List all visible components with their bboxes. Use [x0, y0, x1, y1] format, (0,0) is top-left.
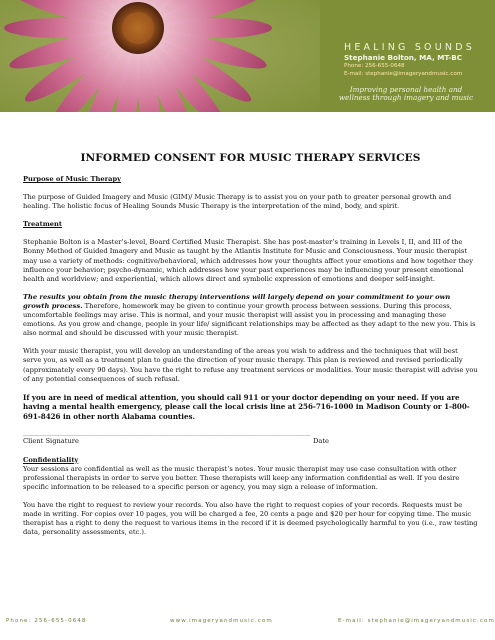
- date-label: Date: [313, 437, 329, 446]
- client-signature-label: Client Signature: [23, 437, 79, 446]
- purpose-paragraph: The purpose of Guided Imagery and Music (GIM)/ Music Therapy is to assist you on your path to greater personal growth and healing. The holistic focus of Healing Sounds Music Therapy is the interpretation of the mind, body, and spirit.: [23, 193, 452, 211]
- confidentiality-paragraph: Your sessions are confidential as well as the music therapist’s notes. Your music therapist may use case consultation with other professional therapists in order to serve you better. These therapists will keep any information confidential as well. If you desire specific information to be released to a specific person or agency, you may sign a release of information.: [23, 464, 460, 491]
- results-text: Therefore, homework may be given to continue your growth process between sessions. During this process, uncomfortable feelings may arise. This is normal, and your music therapist will assist you in processing and managing these emotions. As you grow and change, people in your life/ significant relationships may be affected as they adapt to the new you. This is also normal and should be discussed with your music therapist.: [23, 301, 476, 338]
- tagline: Improving personal health and wellness through imagery and music: [338, 85, 474, 103]
- results-paragraph: [23, 293, 478, 338]
- treatment-heading: Treatment: [23, 220, 62, 229]
- signature-labels: [23, 437, 478, 446]
- flower-image: [0, 0, 320, 112]
- brand-block: [344, 42, 494, 78]
- document-title: INFORMED CONSENT FOR MUSIC THERAPY SERVICES: [80, 152, 421, 164]
- signature-line[interactable]: ____________________________________________________________________________________________: [23, 430, 311, 437]
- treatment-paragraph: Stephanie Bolton is a Master’s-level, Board Certified Music Therapist. She has post-master’s training in Levels I, II, and III of the Bonny Method of Guided Imagery and Music as taught by the Atlantis Institute for Music and Consciousness. Your music therapist may use a variety of methods: cognitive/behavioral, which addresses how your thoughts affect your emotions and how together they influence your behavior; psycho-dynamic, which addresses how your past experiences may be influencing your present emotional health and worldview; and experiential, which allows direct and symbolic expression of emotions and deeper self-insight.: [23, 238, 473, 283]
- purpose-heading: Purpose of Music Therapy: [23, 175, 122, 183]
- footer-phone: Phone: 256-655-0648: [6, 618, 87, 624]
- results-emphasis: The results you obtain from the music therapy interventions will largely depend on your commitment to your own growth process.: [23, 292, 451, 310]
- footer-website[interactable]: www.imageryandmusic.com: [170, 618, 273, 624]
- footer-email[interactable]: E-mail: stephanie@imageryandmusic.com: [338, 618, 495, 624]
- header-phone: Phone: 256-655-0648: [344, 63, 405, 69]
- letterhead-banner: [0, 0, 495, 112]
- treatment-plan-paragraph: With your music therapist, you will develop an understanding of the areas you wish to address and the techniques that will best serve you, as well as a treatment plan to guide the direction of your music therapy. This plan is reviewed and revised periodically (approximately every 90 days). You have the right to refuse any treatment services or modalities. Your music therapist will advise you of any potential consequences of such refusal.: [23, 347, 478, 383]
- emergency-notice: If you are in need of medical attention, you should call 911 or your doctor depending on your need. If you are having a mental health emergency, please call the local crisis line at 256-716-1000 in Madison County or 1-800-691-8426 in other north Alabama counties.: [23, 392, 470, 421]
- brand-name: HEALING SOUNDS: [344, 42, 475, 53]
- records-paragraph: You have the right to request to review your records. You also have the right to request copies of your records. Requests must be made in writing. For copies over 10 pages, you will be charged a fee, 20 cents a page and $20 per hour for copying time. The music therapist has a right to deny the request to various items in the record if it is deemed psychologically harmful to you (i.e., raw testing data, personality assessments, etc.).: [23, 500, 478, 537]
- footer: [0, 618, 495, 630]
- confidentiality-heading: Confidentiality: [23, 455, 79, 464]
- document-body: [23, 152, 478, 546]
- therapist-name: Stephanie Bolton, MA, MT-BC: [344, 53, 462, 62]
- header-email[interactable]: E-mail: stephanie@imageryandmusic.com: [344, 71, 463, 77]
